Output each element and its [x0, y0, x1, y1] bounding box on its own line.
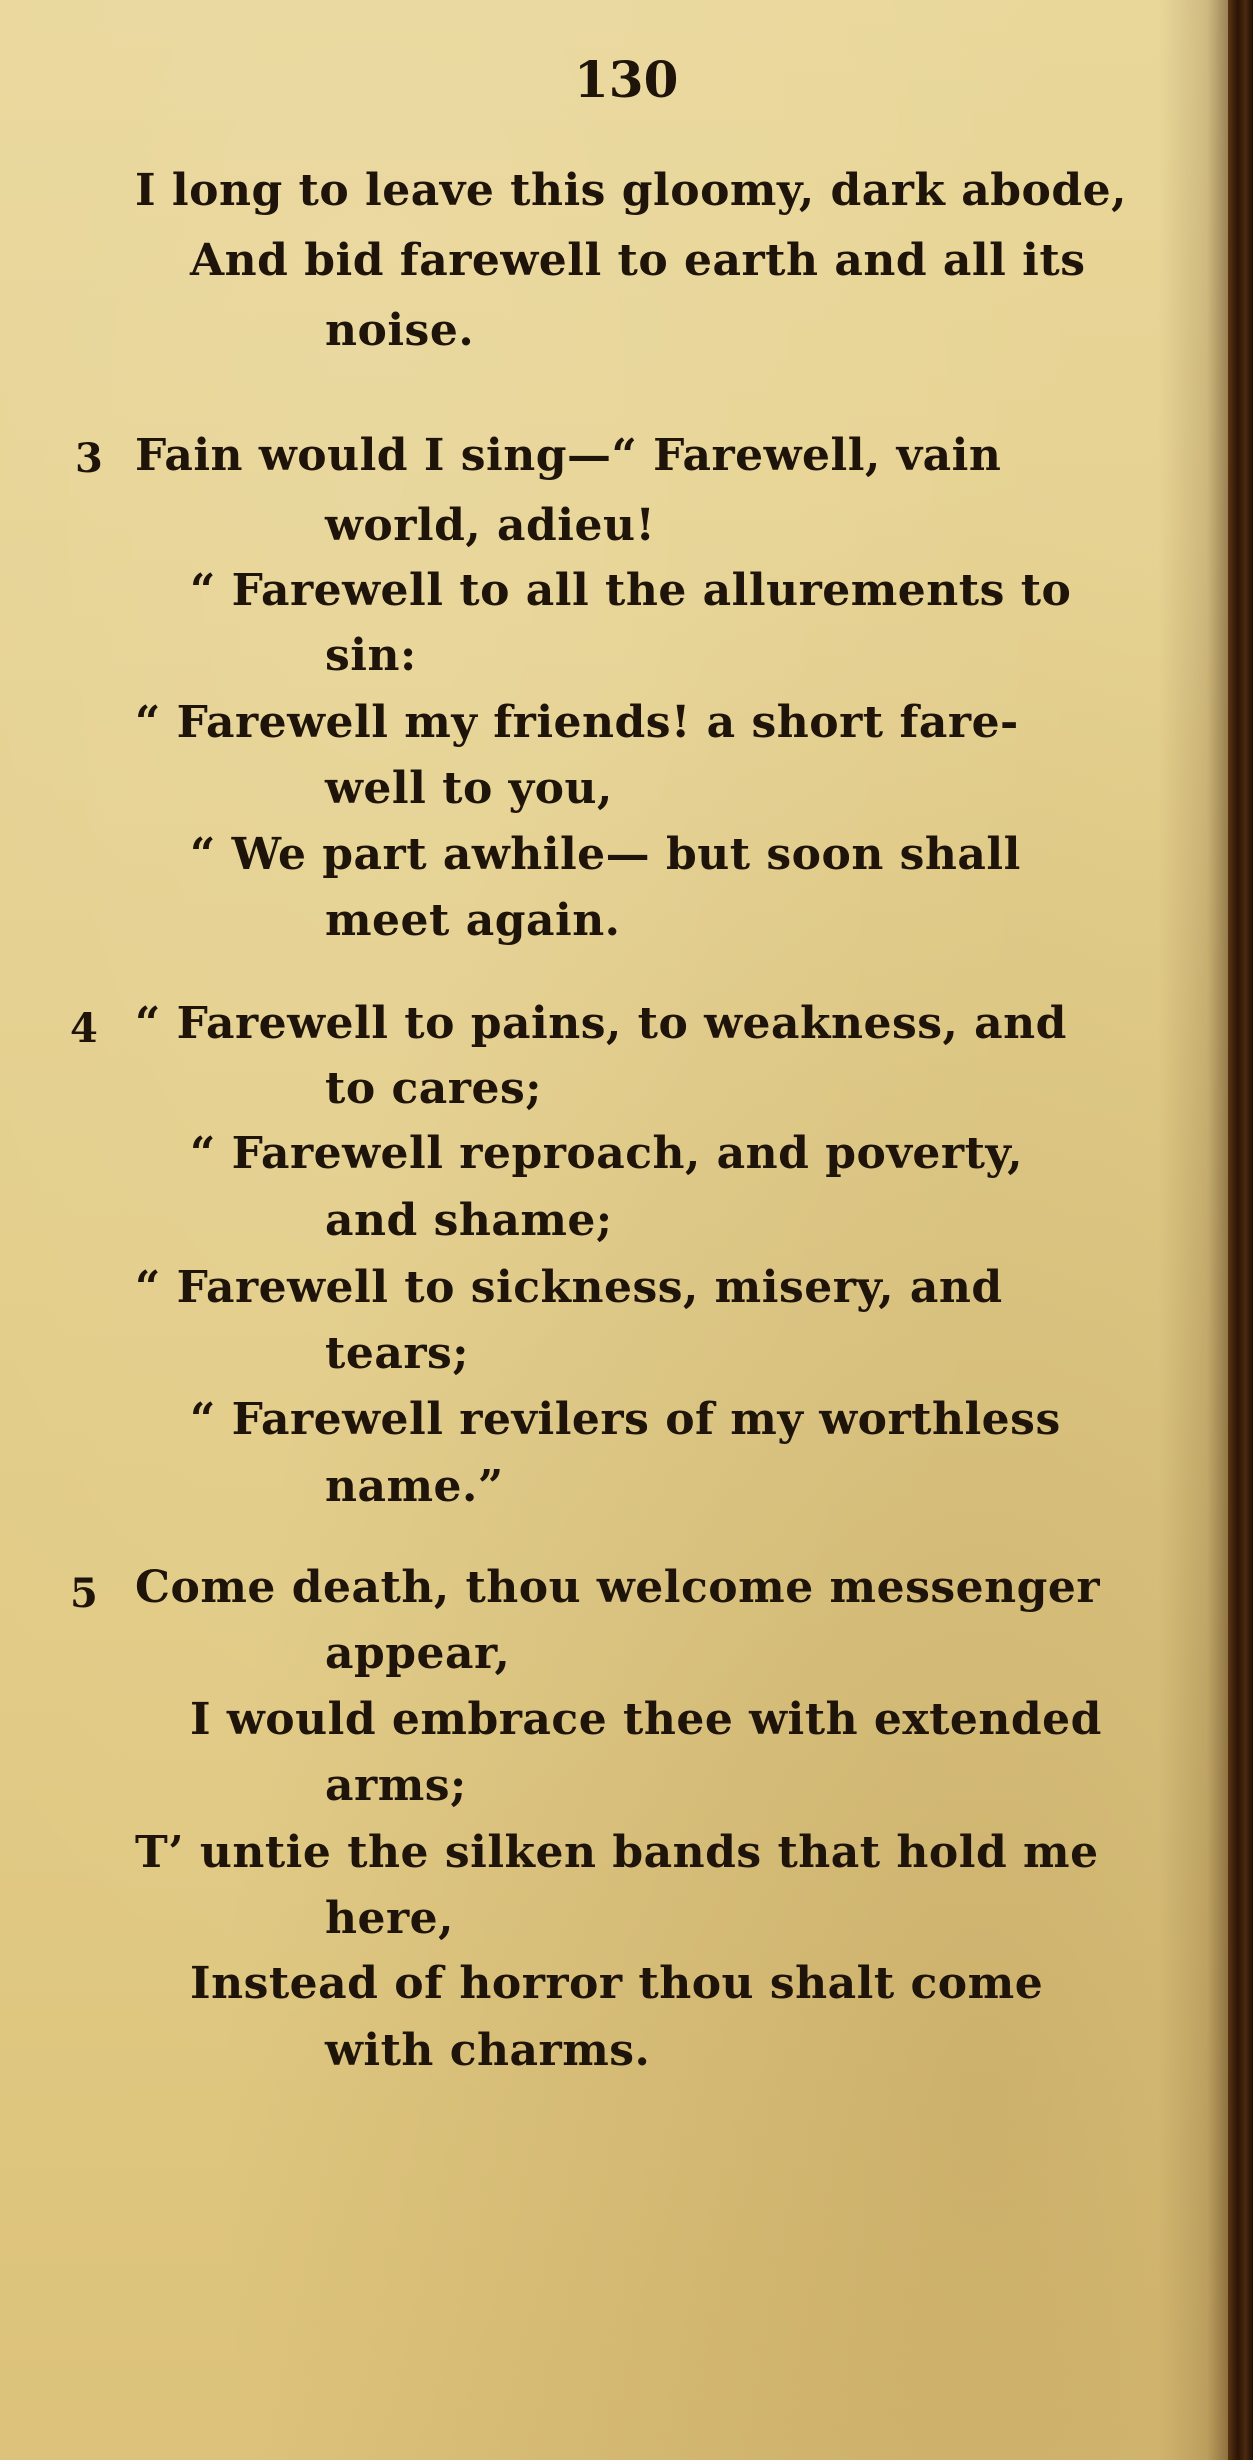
stanza-4-line-8: name.”	[325, 1461, 504, 1512]
stanza-1-line-1: I long to leave this gloomy, dark abode,	[135, 165, 1127, 216]
stanza-3-line-5: “ Farewell my friends! a short fare-	[135, 697, 1019, 748]
stanza-3-line-3: “ Farewell to all the allurements to	[190, 565, 1072, 616]
stanza-4-line-5: “ Farewell to sickness, misery, and	[135, 1262, 1003, 1313]
stanza-5-line-6: here,	[325, 1893, 454, 1944]
stanza-5-line-4: arms;	[325, 1760, 467, 1811]
stanza-5-line-8: with charms.	[325, 2025, 651, 2076]
stanza-3-line-4: sin:	[325, 630, 417, 681]
stanza-5-line-7: Instead of horror thou shalt come	[190, 1958, 1044, 2009]
stanza-5-line-1: Come death, thou welcome messenger	[135, 1562, 1101, 1613]
stanza-4-line-1: “ Farewell to pains, to weakness, and	[135, 998, 1067, 1049]
stanza-3-line-2: world, adieu!	[325, 500, 656, 551]
verse-number-4: 4	[70, 1005, 98, 1052]
stanza-1-line-3: noise.	[325, 305, 475, 356]
stanza-4-line-6: tears;	[325, 1328, 470, 1379]
stanza-4-line-4: and shame;	[325, 1195, 613, 1246]
stanza-4-line-3: “ Farewell reproach, and poverty,	[190, 1128, 1024, 1179]
stanza-4-line-7: “ Farewell revilers of my worthless	[190, 1394, 1061, 1445]
stanza-5-line-3: I would embrace thee with extended	[190, 1694, 1102, 1745]
stanza-5-line-5: T’ untie the silken bands that hold me	[135, 1827, 1099, 1878]
page-edge-shadow	[1158, 0, 1228, 2460]
stanza-3-line-1: Fain would I sing—“ Farewell, vain	[135, 430, 1002, 481]
stanza-1-line-2: And bid farewell to earth and all its	[190, 235, 1086, 286]
verse-number-3: 3	[75, 435, 103, 482]
book-spine-edge	[1228, 0, 1253, 2460]
stanza-5-line-2: appear,	[325, 1628, 511, 1679]
verse-number-5: 5	[70, 1570, 98, 1617]
stanza-4-line-2: to cares;	[325, 1063, 542, 1114]
stanza-3-line-8: meet again.	[325, 895, 621, 946]
stanza-3-line-6: well to you,	[325, 763, 613, 814]
stanza-3-line-7: “ We part awhile— but soon shall	[190, 829, 1021, 880]
page-number: 130	[574, 50, 679, 109]
